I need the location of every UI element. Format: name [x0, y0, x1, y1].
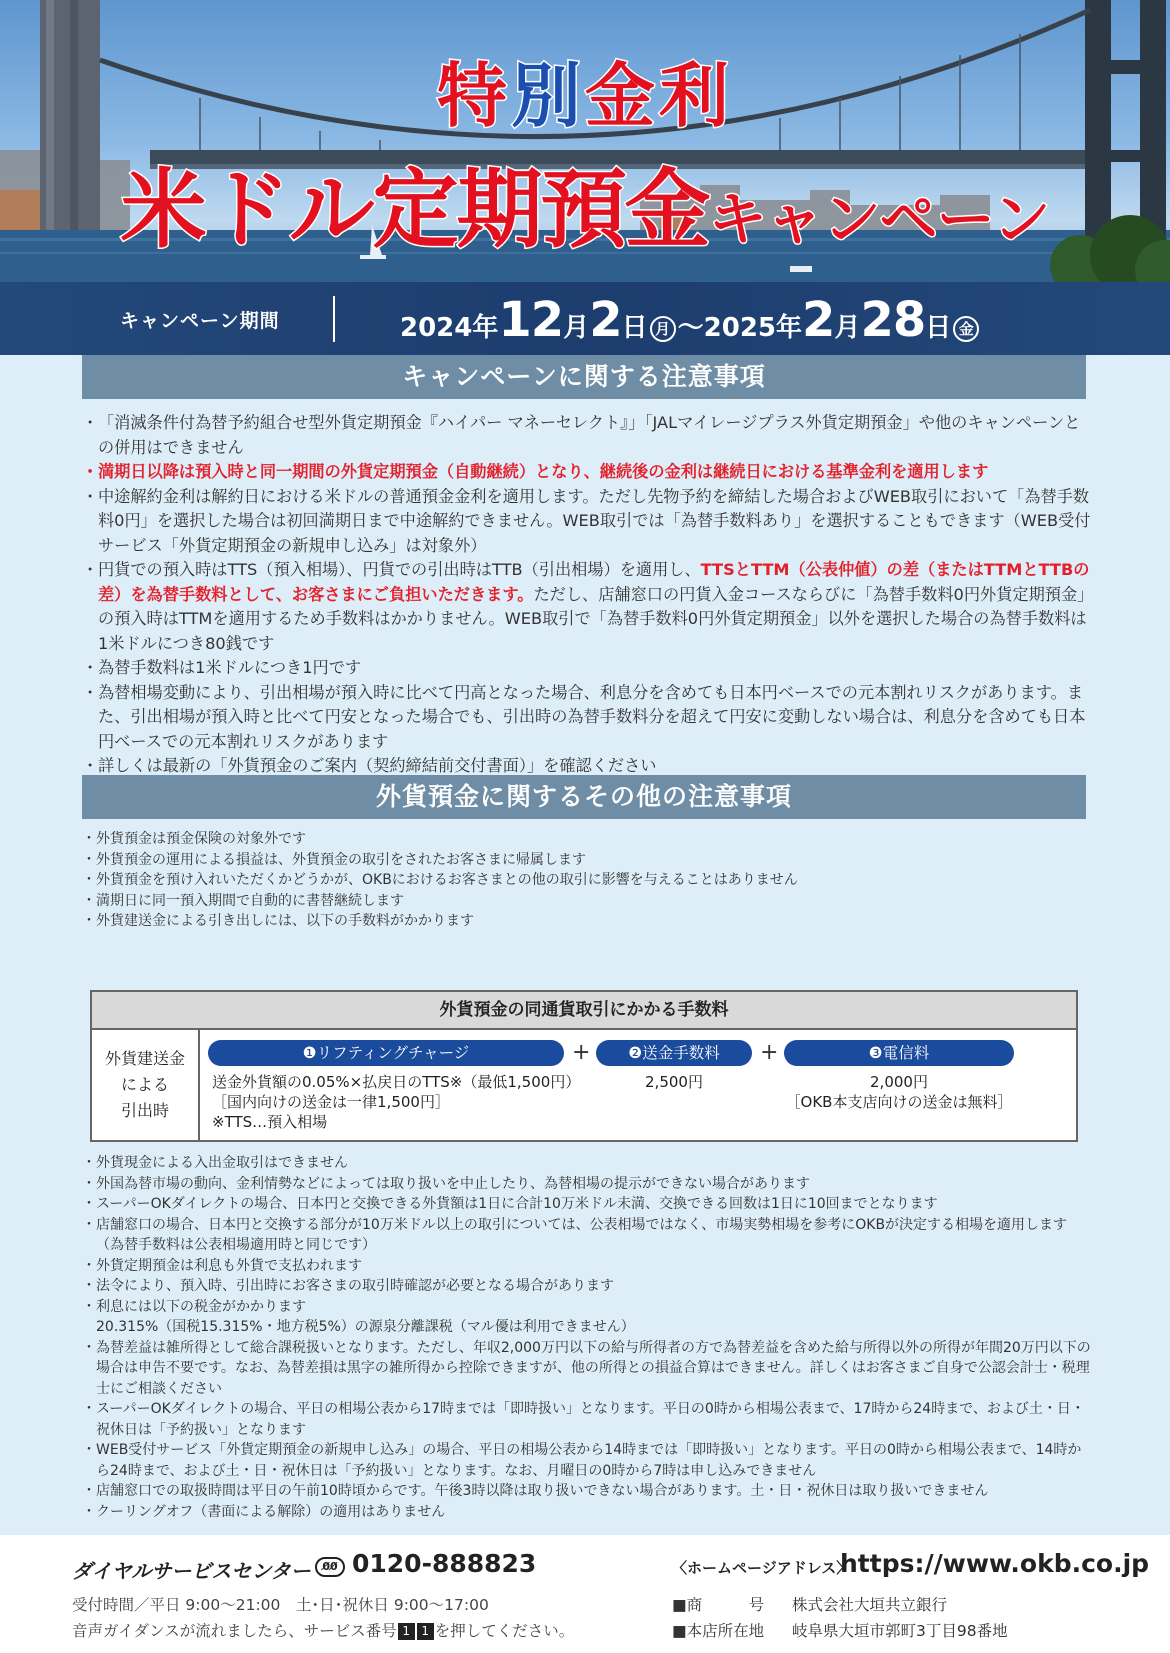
period-divider: [333, 296, 335, 342]
list-item: [82, 558, 1092, 656]
list-item: ・ 法令により、預入時、引出時にお客さまの取引時確認が必要となる場合があります: [82, 1276, 1092, 1297]
list-item: ・ スーパーOKダイレクトの場合、日本円と交換できる外貨額は1日に合計10万米ドル未満、交換できる回数は1日に10回までとなります: [82, 1194, 1092, 1215]
end-month: 2: [802, 292, 835, 348]
title-suffix: キャンペーン: [708, 185, 1050, 253]
lifting-charge-detail: [212, 1072, 580, 1132]
title-main: 米ドル定期預金: [120, 160, 709, 260]
fee-row-label: [92, 1030, 200, 1140]
other-notes-list-top: [82, 829, 1092, 932]
guide-text: 音声ガイダンスが流れましたら、サービス番号: [72, 1622, 397, 1640]
period-dates: [400, 292, 981, 348]
phone-number[interactable]: 0120-888823: [352, 1549, 537, 1578]
list-item: ・ 外貨定期預金は利息も外貨で支払われます: [82, 1256, 1092, 1277]
list-item: ・ クーリングオフ（書面による解除）の適用はありません: [82, 1502, 1092, 1523]
fee-table: [90, 990, 1078, 1142]
remittance-fee-value: 2,500円: [645, 1073, 703, 1091]
list-item: ・ 利息には以下の税金がかかります: [82, 1297, 1092, 1318]
end-year-unit: 年: [776, 313, 803, 343]
plus-sign: +: [760, 1040, 779, 1065]
service-center-title: ダイヤルサービスセンター: [72, 1559, 311, 1583]
list-item-highlight: ・ 満期日以降は預入時と同一期間の外貨定期預金（自動継続）となり、継続後の金利は継続日における基準金利を適用します: [82, 460, 1092, 485]
list-item: ・ スーパーOKダイレクトの場合、平日の相場公表から17時までは「即時扱い」となります。平日の0時から相場公表まで、17時から24時まで、および土・日・祝休日は「予約扱い」となります: [82, 1399, 1092, 1440]
list-item: ・ 店舗窓口の場合、日本円と交換する部分が10万米ドル以上の取引については、公表相場ではなく、市場実勢相場を参考にOKBが決定する相場を適用します（為替手数料は公表相場適用時と同じです）: [82, 1215, 1092, 1256]
list-item: ・ 詳しくは最新の「外貨預金のご案内（契約締結前交付書面）」を確認ください: [82, 754, 1092, 779]
remittance-fee-label: ❷送金手数料: [596, 1040, 752, 1066]
date-tilde: 〜: [677, 313, 704, 343]
note-text-highlight: TTSとTTM（公表仲値）の差（またはTTMとTTBの差）を為替手数料として、お客さまにご負担いただきます。: [98, 560, 1090, 604]
start-day: 2: [589, 292, 622, 348]
other-notes-heading: 外貨預金に関するその他の注意事項: [82, 775, 1086, 819]
fee-detail-line: 送金外貨額の0.05%×払戻日のTTS※（最低1,500円）: [212, 1073, 581, 1091]
note-text: 円貨での預入時はTTS（預入相場）、円貨での引出時はTTB（引出相場）を適用し、: [98, 560, 701, 579]
homepage-link[interactable]: https://www.okb.co.jp: [840, 1549, 1150, 1578]
list-item: ・ 外貨建送金による引き出しには、以下の手数料がかかります: [82, 911, 1092, 932]
end-year: 2025: [703, 313, 777, 343]
title-char-red: 特: [437, 55, 511, 137]
main-content: [0, 355, 1170, 1535]
end-weekday: 金: [953, 316, 979, 342]
head-office-value: 岐阜県大垣市郭町3丁目98番地: [792, 1622, 1008, 1640]
company-name-key: ■商 号: [672, 1596, 765, 1614]
list-item: ・ 外貨現金による入出金取引はできません: [82, 1153, 1092, 1174]
free-dial-icon: 0̸0̸: [315, 1557, 345, 1577]
start-year-unit: 年: [472, 313, 499, 343]
fee-row-label-line: 外貨建送金: [104, 1049, 185, 1068]
list-item: ・ 為替差益は雑所得として総合課税扱いとなります。ただし、年収2,000万円以下の給与所得者の方で為替差益を含めた給与所得以外の所得が年間20万円以下の場合は申告不要です。なお、為替差損は黒字の雑所得から控除できますが、他の所得との損益合算はできません。詳しくはお客さまご自身で公認会計士・税理士にご相談ください: [82, 1338, 1092, 1400]
service-hours: 受付時間／平日 9:00〜21:00 土･日･祝休日 9:00〜17:00: [72, 1596, 489, 1614]
list-item: ・ 外貨預金の運用による損益は、外貨預金の取引をされたお客さまに帰属します: [82, 850, 1092, 871]
lifting-charge-label: ❶リフティングチャージ: [208, 1040, 564, 1066]
fee-detail-line: ※TTS…預入相場: [212, 1113, 328, 1131]
list-item: ・ 外貨預金を預け入れいただくかどうかが、OKBにおけるお客さまとの他の取引に影響を与えることはありません: [82, 870, 1092, 891]
start-day-unit: 日: [621, 313, 648, 343]
campaign-notes-heading: キャンペーンに関する注意事項: [82, 355, 1086, 399]
footer: [0, 1535, 1170, 1653]
telegraph-fee-label: ❸電信料: [784, 1040, 1014, 1066]
title-chars-red: 金利: [585, 55, 733, 137]
head-office-key: ■本店所在地: [672, 1622, 765, 1640]
other-notes-list-bottom: [82, 1153, 1092, 1522]
list-item: ・ 店舗窓口での取扱時間は平日の午前10時頃からです。午後3時以降は取り扱いできない場合があります。土・日・祝休日は取り扱いできません: [82, 1481, 1092, 1502]
start-month-unit: 月: [563, 313, 590, 343]
company-name-row: [672, 1593, 947, 1615]
campaign-title-line2: [0, 140, 1170, 264]
voice-guide-note: [72, 1619, 574, 1641]
end-day: 28: [860, 292, 926, 348]
list-item: ・ 中途解約金利は解約日における米ドルの普通預金金利を適用します。ただし先物予約を締結した場合およびWEB取引において「為替手数料0円」を選択した場合は初回満期日まで中途解約できません。WEB取引では「為替手数料あり」を選択することもできます（WEB受付サービス「外貨定期預金の新規申し込み」は対象外）: [82, 485, 1092, 559]
campaign-period-bar: [0, 282, 1170, 355]
start-weekday: 月: [650, 316, 676, 342]
guide-text: を押してください。: [434, 1622, 575, 1640]
fee-row-label-line: 引出時: [120, 1101, 169, 1120]
list-item: ・ 外国為替市場の動向、金利情勢などによっては取り扱いを中止したり、為替相場の提示ができない場合があります: [82, 1174, 1092, 1195]
list-item: ・ 満期日に同一預入期間で自動的に書替継続します: [82, 891, 1092, 912]
head-office-row: [672, 1619, 1008, 1641]
note-text: ただし、店舗窓口の円貨入金コースならびに「為替手数料0円外貨定期預金」の預入時はTTMを適用するため手数料はかかりません。WEB取引で「為替手数料0円外貨定期預金」以外を選択した場合の為替手数料は1米ドルにつき80銭です: [98, 584, 1087, 653]
service-key: 1: [417, 1623, 434, 1640]
title-char-blue: 別: [511, 55, 585, 137]
period-label: キャンペーン期間: [120, 310, 280, 332]
fee-detail-line: ［国内向けの送金は一律1,500円］: [212, 1093, 450, 1111]
list-item: ・ 「消滅条件付為替予約組合せ型外貨定期預金『ハイパー マネーセレクト』」「JALマイレージプラス外貨定期預金」や他のキャンペーンとの併用はできません: [82, 411, 1092, 460]
homepage-label: 〈ホームページアドレス〉: [672, 1559, 852, 1577]
fee-detail-line: ［OKB本支店向けの送金は無料］: [785, 1093, 1013, 1111]
start-month: 12: [498, 292, 564, 348]
list-item: ・ WEB受付サービス「外貨定期預金の新規申し込み」の場合、平日の相場公表から14時までは「即時扱い」となります。平日の0時から相場公表まで、14時から24時まで、および土・日・祝休日は「予約扱い」となります。なお、月曜日の0時から7時は申し込みできません: [82, 1440, 1092, 1481]
fee-detail-line: 2,000円: [870, 1073, 928, 1091]
company-name-value: 株式会社大垣共立銀行: [792, 1596, 948, 1614]
list-item: ・ 為替相場変動により、引出相場が預入時に比べて円高となった場合、利息分を含めても日本円ベースでの元本割れリスクがあります。また、引出相場が預入時と比べて円安となった場合でも、引出時の為替手数料分を超えて円安に変動しない場合は、利息分を含めても日本円ベースでの元本割れリスクがあります: [82, 681, 1092, 755]
fee-table-title: 外貨預金の同通貨取引にかかる手数料: [92, 992, 1076, 1030]
telegraph-fee-detail: [772, 1072, 1026, 1112]
list-item: ・ 為替手数料は1米ドルにつき1円です: [82, 656, 1092, 681]
list-item: ・ 外貨預金は預金保険の対象外です: [82, 829, 1092, 850]
end-month-unit: 月: [834, 313, 861, 343]
service-key: 1: [398, 1623, 415, 1640]
list-item-sub: 20.315%（国税15.315%・地方税5%）の源泉分離課税（マル優は利用できません）: [96, 1319, 635, 1335]
start-year: 2024: [400, 313, 473, 343]
campaign-title-line1: [0, 40, 1170, 141]
fee-row-label-line: による: [120, 1075, 169, 1094]
hero-banner: [0, 0, 1170, 355]
end-day-unit: 日: [925, 313, 952, 343]
plus-sign: +: [572, 1040, 591, 1065]
campaign-notes-list: [82, 411, 1092, 779]
